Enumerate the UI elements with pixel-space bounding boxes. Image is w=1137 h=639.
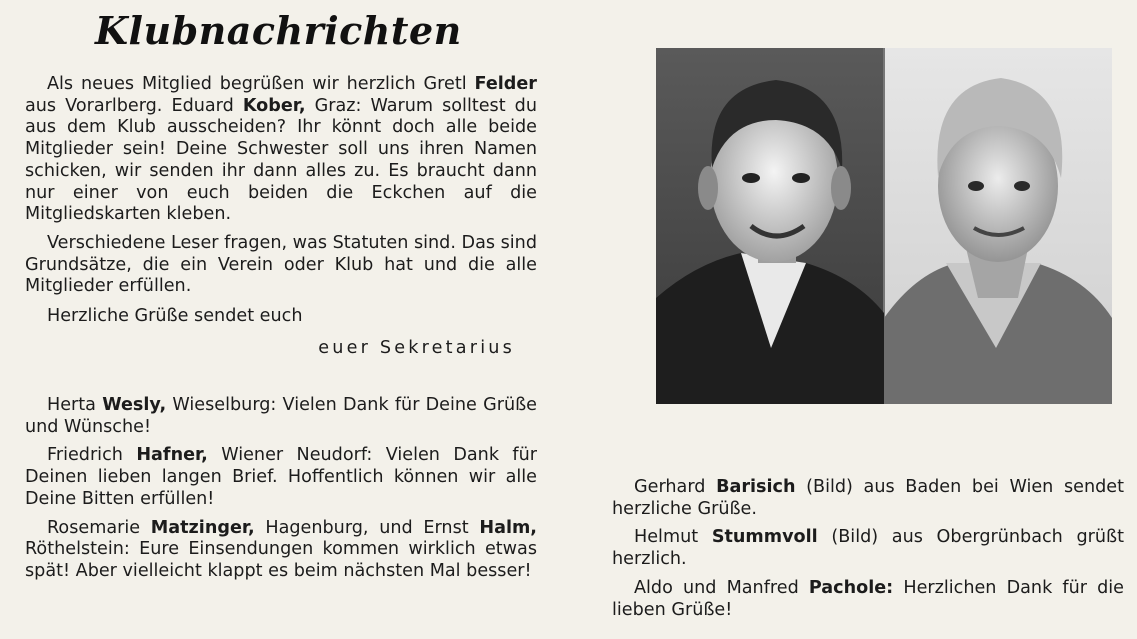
text: Wiener Neudorf: Vielen Dank für Deinen lieben langen Brief. Hoffentlich können wir alle Deine Bitten erfüllen! — [25, 445, 537, 509]
page-title: Klubnachrichten — [95, 8, 462, 53]
intro-paragraph-1 — [25, 74, 537, 226]
intro-paragraph-2: Verschiedene Leser fragen, was Statuten sind. Das sind Grundsätze, die ein Verein oder Klub hat und die alle Mitglieder erfüllen. — [25, 232, 537, 297]
text: Graz: Warum solltest du aus dem Klub ausscheiden? Ihr könnt doch alle beide Mitglieder sein! Deine Schwester soll uns ihren Namen schicken, wir senden ihr dann alles zu. Es braucht dann nur einer von euch beiden die Eckchen auf die Mitgliedskarten kleben. — [25, 95, 537, 225]
member-name: Wesly, — [102, 395, 167, 416]
member-name: Hafner, — [136, 445, 208, 466]
member-name: Pachole: — [808, 577, 894, 598]
text: Helmut — [634, 527, 712, 548]
message-item — [612, 477, 1124, 520]
member-name: Kober, — [242, 95, 306, 116]
text: Friedrich — [47, 445, 137, 466]
text: Herzlichen Dank für die lieben Grüße! — [612, 577, 1124, 620]
text: Hagenburg, und Ernst — [254, 517, 480, 538]
portrait-photo — [656, 48, 1112, 404]
signature: euer Sekretarius — [318, 338, 515, 359]
text: Gerhard — [634, 477, 717, 497]
message-item — [612, 527, 1124, 570]
text: Aldo und Manfred — [634, 577, 809, 598]
photo-drawing — [656, 48, 1112, 404]
text: aus Vorarlberg. Eduard — [25, 95, 243, 116]
member-name: Halm, — [479, 517, 537, 538]
text: Röthelstein: Eure Einsendungen kommen wirklich etwas spät! Aber vielleicht klappt es beim nächsten Mal besser! — [25, 539, 537, 581]
text: (Bild) aus Baden bei Wien sendet herzliche Grüße. — [612, 477, 1124, 519]
text: Als neues Mitglied begrüßen wir herzlich Gretl — [47, 74, 475, 94]
closing-line: Herzliche Grüße sendet euch — [47, 306, 303, 327]
member-name: Matzinger, — [150, 517, 255, 538]
messages-left — [25, 395, 537, 583]
text: Wieselburg: Vielen Dank für Deine Grüße und Wünsche! — [25, 395, 538, 437]
text: (Bild) aus Obergrünbach grüßt herzlich. — [612, 527, 1124, 570]
text: Herta — [47, 395, 103, 416]
message-item — [25, 395, 537, 438]
message-item — [612, 578, 1124, 621]
right-column — [612, 477, 1124, 628]
member-name: Barisich — [716, 477, 796, 497]
text: Rosemarie — [47, 517, 151, 538]
message-item — [25, 445, 537, 510]
left-column — [25, 74, 537, 590]
member-name: Felder — [474, 74, 537, 94]
message-item — [25, 518, 537, 583]
member-name: Stummvoll — [711, 527, 818, 548]
